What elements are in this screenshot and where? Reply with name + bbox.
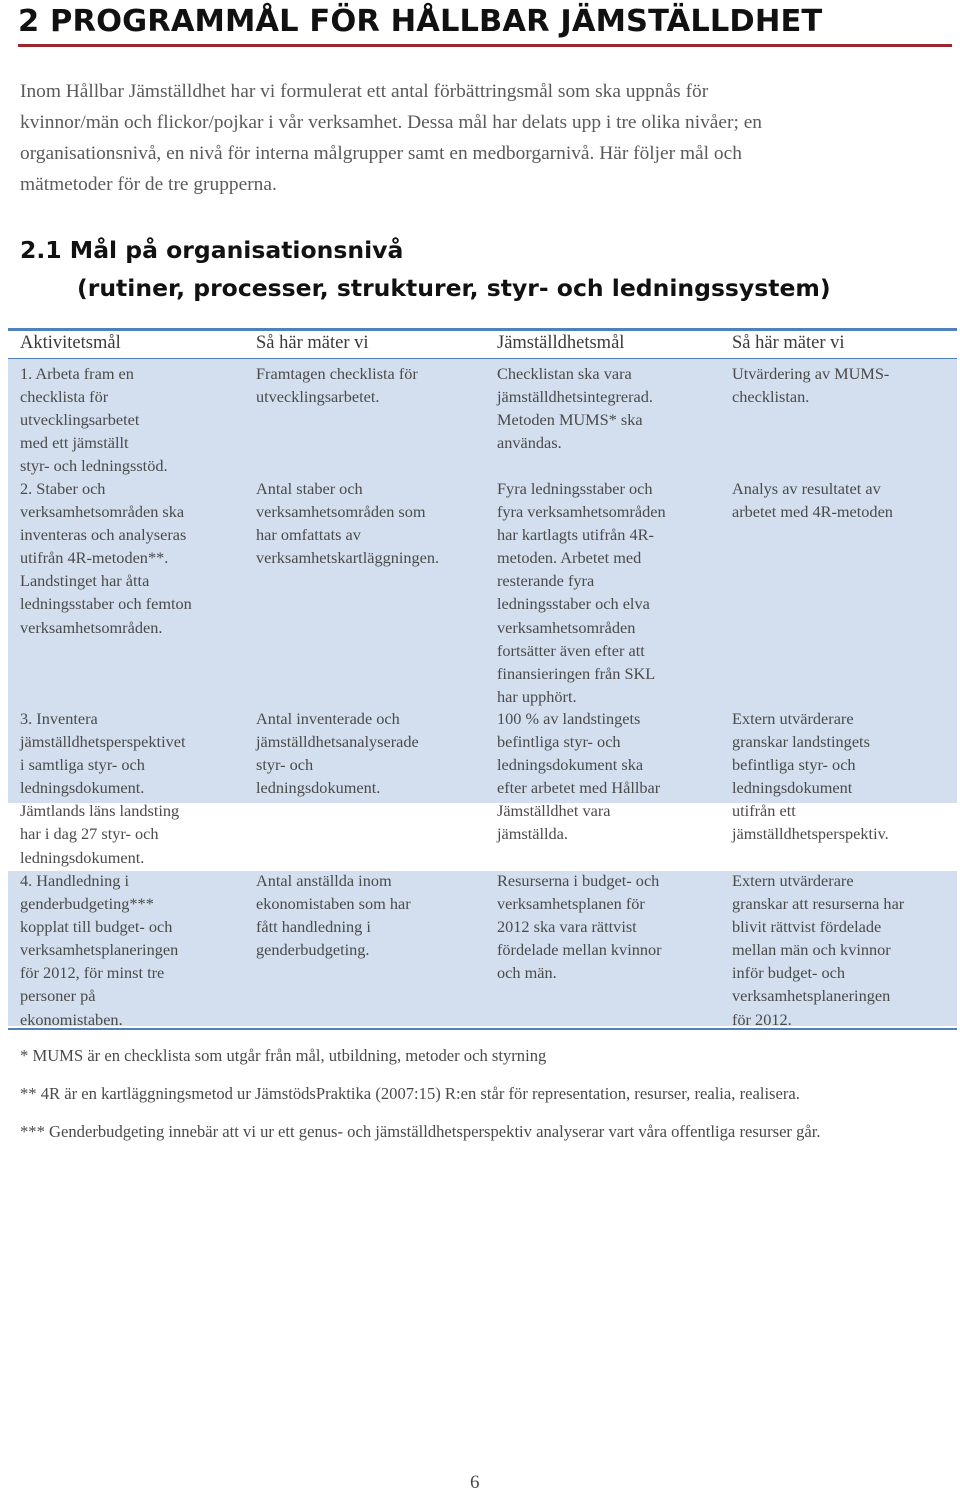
cell-line: jämställdhetsanalyserade (256, 732, 419, 752)
footnotes (20, 1043, 950, 1157)
measure-cell (732, 869, 904, 1031)
goals-table (8, 328, 957, 1030)
measure-cell (256, 477, 439, 569)
column-header-measure: Så här mäter vi (732, 333, 845, 353)
cell-line: jämställdhetsperspektiv. (732, 824, 889, 844)
cell-line: Jämställdhet vara (497, 801, 611, 821)
measure-cell (256, 869, 411, 961)
table-header-rule (8, 358, 957, 359)
cell-line: jämställdhetsintegrerad. (497, 387, 653, 407)
cell-line: utvecklingsarbetet. (256, 387, 380, 407)
cell-line: Resurserna i budget- och (497, 871, 660, 890)
footnote: *** Genderbudgeting innebär att vi ur ett genus- och jämställdhetsperspektiv analyserar vart våra offentliga resurser går. (20, 1122, 821, 1141)
cell-line: 2012 ska vara rättvist (497, 917, 637, 937)
measure-cell (256, 362, 418, 408)
equality-goal-cell (497, 869, 662, 984)
cell-line: blivit rättvist fördelade (732, 917, 882, 937)
cell-line: Utvärdering av MUMS- (732, 364, 890, 383)
cell-line: Landstinget har åtta (20, 571, 150, 591)
cell-line: inventeras och analyseras (20, 525, 187, 545)
cell-line: ledningsdokument. (256, 778, 381, 798)
footnote: ** 4R är en kartläggningsmetod ur JämstödsPraktika (2007:15) R:en står för representation, resurser, realia, realisera. (20, 1084, 800, 1103)
cell-line: 3. Inventera (20, 709, 98, 728)
intro-line: kvinnor/män och flickor/pojkar i vår verksamhet. Dessa mål har delats upp i tre olika nivåer; en (20, 112, 762, 133)
table-top-rule (8, 328, 957, 331)
cell-line: och män. (497, 963, 557, 983)
cell-line: Jämtlands läns landsting (20, 801, 180, 821)
cell-line: mellan män och kvinnor (732, 940, 891, 960)
cell-line: ekonomistaben. (20, 1009, 123, 1029)
cell-line: för 2012. (732, 1009, 792, 1029)
cell-line: verksamhetsområden ska (20, 502, 185, 522)
cell-line: i samtliga styr- och (20, 755, 145, 775)
cell-line: med ett jämställt (20, 433, 129, 453)
cell-line: verksamhetsplanen för (497, 894, 645, 914)
cell-line: för 2012, för minst tre (20, 963, 165, 983)
cell-line: fördelade mellan kvinnor (497, 940, 662, 960)
cell-line: arbetet med 4R-metoden (732, 502, 893, 522)
cell-line: jämställda. (497, 824, 568, 844)
cell-line: fortsätter även efter att (497, 640, 645, 660)
cell-line: Antal inventerade och (256, 709, 400, 728)
cell-line: befintliga styr- och (497, 732, 621, 752)
cell-line: granskar landstingets (732, 732, 870, 752)
subsection-heading: 2.1 Mål på organisationsnivå (20, 236, 404, 264)
measure-cell (732, 477, 893, 523)
cell-line: utifrån 4R-metoden**. (20, 548, 169, 568)
cell-line: Metoden MUMS* ska (497, 410, 643, 430)
page-number: 6 (470, 1472, 480, 1493)
intro-paragraph (20, 76, 940, 200)
section-heading: 2 PROGRAMMÅL FÖR HÅLLBAR JÄMSTÄLLDHET (18, 4, 823, 39)
cell-line: verksamhetsområden. (20, 617, 163, 637)
cell-line: 2. Staber och (20, 479, 106, 498)
cell-line: inför budget- och (732, 963, 846, 983)
cell-line: ledningsdokument (732, 778, 853, 798)
cell-line: ledningsdokument. (20, 778, 145, 798)
subsection-subheading: (rutiner, processer, strukturer, styr- och ledningssystem) (77, 274, 831, 302)
intro-line: mätmetoder för de tre grupperna. (20, 174, 277, 195)
activity-goal-cell (20, 477, 192, 639)
equality-goal-cell (497, 477, 666, 708)
column-header-equality-goal: Jämställdhetsmål (497, 333, 625, 353)
cell-line: har i dag 27 styr- och (20, 824, 159, 844)
cell-line: styr- och (256, 755, 314, 775)
cell-line: resterande fyra (497, 571, 595, 591)
cell-line: verksamhetskartläggningen. (256, 548, 440, 568)
cell-line: fått handledning i (256, 917, 371, 937)
activity-goal-cell (20, 869, 178, 1031)
activity-goal-cell (20, 362, 168, 477)
cell-line: har omfattats av (256, 525, 361, 545)
cell-line: utifrån ett (732, 801, 796, 821)
cell-line: verksamhetsplaneringen (20, 940, 179, 960)
cell-line: utvecklingsarbetet (20, 410, 140, 430)
cell-line: befintliga styr- och (732, 755, 856, 775)
cell-line: 100 % av landstingets (497, 709, 641, 728)
measure-cell (256, 707, 419, 799)
cell-line: 4. Handledning i (20, 871, 129, 890)
cell-line: verksamhetsområden som (256, 502, 426, 522)
cell-line: fyra verksamhetsområden (497, 502, 666, 522)
activity-goal-cell (20, 707, 185, 869)
cell-line: Extern utvärderare (732, 871, 854, 890)
cell-line: Antal anställda inom (256, 871, 392, 890)
cell-line: jämställdhetsperspektivet (20, 732, 186, 752)
cell-line: ledningsstaber och femton (20, 594, 192, 614)
cell-line: användas. (497, 433, 562, 453)
footnote: * MUMS är en checklista som utgår från mål, utbildning, metoder och styrning (20, 1046, 547, 1065)
cell-line: Framtagen checklista för (256, 364, 418, 383)
cell-line: ledningsstaber och elva (497, 594, 650, 614)
cell-line: verksamhetsplaneringen (732, 986, 891, 1006)
measure-cell (732, 362, 889, 408)
cell-line: har upphört. (497, 686, 577, 706)
cell-line: personer på (20, 986, 96, 1006)
cell-line: 1. Arbeta fram en (20, 364, 134, 383)
column-header-measure: Så här mäter vi (256, 333, 369, 353)
cell-line: Analys av resultatet av (732, 479, 881, 498)
cell-line: finansieringen från SKL (497, 663, 656, 683)
cell-line: Extern utvärderare (732, 709, 854, 728)
cell-line: genderbudgeting. (256, 940, 370, 960)
cell-line: verksamhetsområden (497, 617, 636, 637)
cell-line: metoden. Arbetet med (497, 548, 642, 568)
cell-line: har kartlagts utifrån 4R- (497, 525, 654, 545)
cell-line: ledningsdokument. (20, 847, 145, 867)
cell-line: styr- och ledningsstöd. (20, 456, 168, 476)
column-header-activity-goal: Aktivitetsmål (20, 333, 121, 353)
cell-line: granskar att resurserna har (732, 894, 905, 914)
cell-line: Antal staber och (256, 479, 363, 498)
cell-line: Checklistan ska vara (497, 364, 632, 383)
measure-cell (732, 707, 889, 846)
cell-line: checklista för (20, 387, 109, 407)
equality-goal-cell (497, 707, 660, 846)
equality-goal-cell (497, 362, 653, 454)
cell-line: genderbudgeting*** (20, 894, 154, 914)
heading-rule (18, 44, 952, 47)
cell-line: kopplat till budget- och (20, 917, 173, 937)
cell-line: Fyra ledningsstaber och (497, 479, 653, 498)
cell-line: efter arbetet med Hållbar (497, 778, 661, 798)
cell-line: ledningsdokument ska (497, 755, 644, 775)
intro-line: Inom Hållbar Jämställdhet har vi formulerat ett antal förbättringsmål som ska uppnås för (20, 81, 709, 102)
cell-line: ekonomistaben som har (256, 894, 411, 914)
cell-line: checklistan. (732, 387, 810, 407)
intro-line: organisationsnivå, en nivå för interna målgrupper samt en medborgarnivå. Här följer mål och (20, 143, 742, 164)
